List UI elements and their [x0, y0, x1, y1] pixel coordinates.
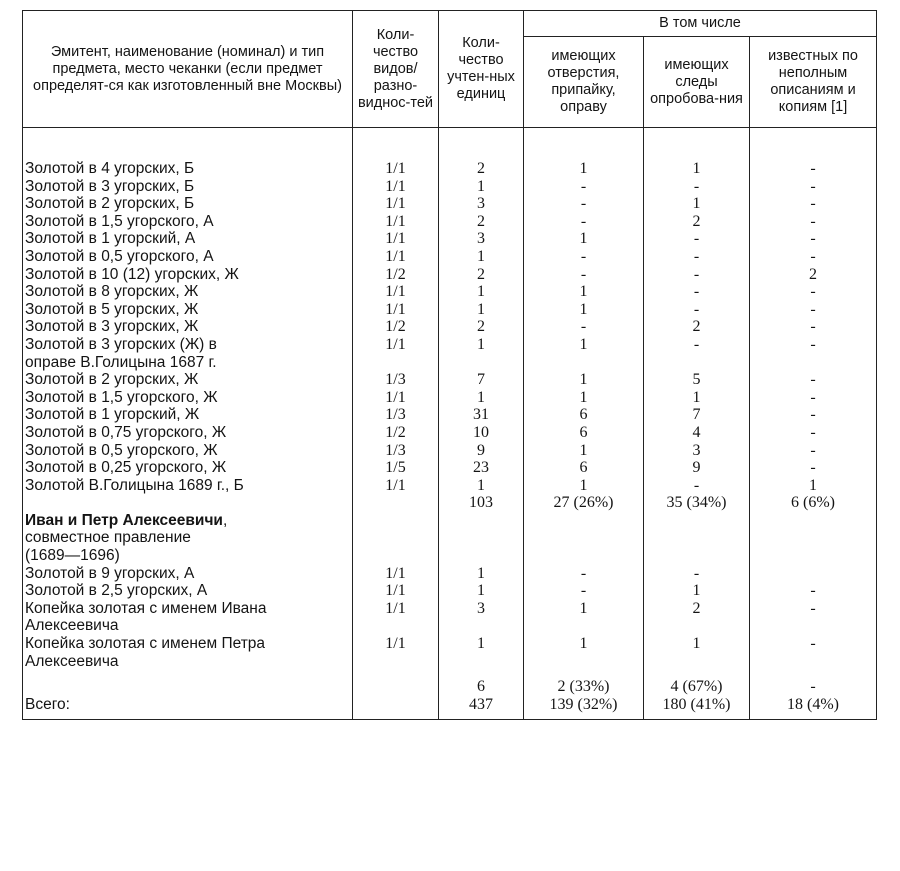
cell-name: Золотой в 9 угорских, А	[23, 565, 353, 583]
cell-name	[23, 547, 353, 565]
table-row	[23, 424, 877, 442]
cell-empty	[524, 512, 644, 530]
cell-known: -	[750, 160, 877, 178]
cell-units: 3	[439, 195, 524, 213]
cell-empty	[439, 670, 524, 678]
header-units: Коли-чество учтен-ных единиц	[439, 11, 524, 128]
table-row	[23, 266, 877, 284]
cell-name: Золотой в 0,75 угорского, Ж	[23, 424, 353, 442]
spacer-row	[23, 128, 877, 161]
header-name: Эмитент, наименование (номинал) и тип предмета, место чеканки (если предмет определят-ся как изготовленный вне Москвы)	[23, 11, 353, 128]
cell-kinds: 1/1	[353, 160, 439, 178]
cell-tests: -	[644, 230, 750, 248]
table-row	[23, 160, 877, 178]
header-tests: имеющих следы опробова-ния	[644, 37, 750, 128]
cell-known: -	[750, 442, 877, 460]
cell-name: Золотой в 0,5 угорского, А	[23, 248, 353, 266]
cell-kinds: 1/1	[353, 195, 439, 213]
cell-name: Золотой в 2 угорских, Ж	[23, 371, 353, 389]
table-row	[23, 248, 877, 266]
cell-known: -	[750, 318, 877, 336]
cell-units	[439, 653, 524, 671]
cell-holes: -	[524, 565, 644, 583]
table-row	[23, 371, 877, 389]
cell-units	[439, 354, 524, 372]
cell-kinds: 1/2	[353, 266, 439, 284]
cell-empty	[644, 529, 750, 547]
cell-holes: 1	[524, 600, 644, 618]
cell-known	[750, 617, 877, 635]
cell-kinds: 1/1	[353, 248, 439, 266]
cell-known	[750, 354, 877, 372]
cell-name: Золотой в 10 (12) угорских, Ж	[23, 266, 353, 284]
cell-empty	[353, 547, 439, 565]
cell-holes	[524, 617, 644, 635]
cell-units: 2	[439, 160, 524, 178]
cell-known	[750, 565, 877, 583]
cell-tests: 7	[644, 406, 750, 424]
cell-tests: 5	[644, 371, 750, 389]
cell-units: 1	[439, 389, 524, 407]
cell-units: 1	[439, 582, 524, 600]
cell-known: -	[750, 248, 877, 266]
cell-tests: -	[644, 477, 750, 495]
cell-holes: 1	[524, 635, 644, 653]
table-row	[23, 565, 877, 583]
cell-name: Золотой в 4 угорских, Б	[23, 160, 353, 178]
cell-empty	[353, 529, 439, 547]
cell-known: -	[750, 600, 877, 618]
cell-holes: 2 (33%)	[524, 678, 644, 696]
table-row	[23, 178, 877, 196]
cell-kinds: 1/1	[353, 336, 439, 354]
cell-units: 7	[439, 371, 524, 389]
cell-units: 3	[439, 600, 524, 618]
cell-empty	[750, 529, 877, 547]
cell-holes: -	[524, 178, 644, 196]
cell-holes: 1	[524, 477, 644, 495]
cell-known: -	[750, 678, 877, 696]
cell-units: 1	[439, 178, 524, 196]
cell-kinds: 1/1	[353, 600, 439, 618]
cell-name: Золотой в 1 угорский, Ж	[23, 406, 353, 424]
cell-kinds: 1/3	[353, 371, 439, 389]
cell-name: Алексеевича	[23, 653, 353, 671]
cell-units: 1	[439, 635, 524, 653]
cell-units: 1	[439, 336, 524, 354]
cell-kinds	[353, 678, 439, 696]
cell-tests	[644, 617, 750, 635]
cell-tests: 2	[644, 600, 750, 618]
cell-units: 23	[439, 459, 524, 477]
cell-tests: 1	[644, 195, 750, 213]
cell-label: Всего:	[23, 696, 353, 714]
section-years	[23, 547, 877, 565]
cell-kinds	[353, 494, 439, 512]
cell-tests: -	[644, 283, 750, 301]
section-subtitle	[23, 529, 877, 547]
cell-known: -	[750, 230, 877, 248]
cell-known: -	[750, 195, 877, 213]
cell-empty	[23, 713, 353, 720]
cell-tests: -	[644, 301, 750, 319]
cell-holes: 1	[524, 389, 644, 407]
cell-name: Золотой в 1,5 угорского, А	[23, 213, 353, 231]
cell-tests: -	[644, 266, 750, 284]
section-years-text: (1689—1696)	[25, 547, 120, 565]
cell-holes: -	[524, 266, 644, 284]
cell-empty	[353, 713, 439, 720]
cell-name: Золотой в 8 угорских, Ж	[23, 283, 353, 301]
cell-holes: 1	[524, 442, 644, 460]
coin-table	[22, 10, 877, 720]
cell-tests: 1	[644, 582, 750, 600]
table-row	[23, 653, 877, 671]
cell-kinds	[353, 653, 439, 671]
table-row	[23, 635, 877, 653]
cell-name: Золотой в 0,5 угорского, Ж	[23, 442, 353, 460]
cell-tests: 3	[644, 442, 750, 460]
cell-units: 1	[439, 283, 524, 301]
cell-known: -	[750, 635, 877, 653]
cell-holes: 1	[524, 336, 644, 354]
cell-empty	[524, 670, 644, 678]
cell-known: -	[750, 178, 877, 196]
bottom-pad-row	[23, 713, 877, 720]
cell-kinds: 1/1	[353, 283, 439, 301]
cell-holes: 1	[524, 230, 644, 248]
cell-name: Золотой в 1,5 угорского, Ж	[23, 389, 353, 407]
table-row	[23, 477, 877, 495]
cell-known: -	[750, 424, 877, 442]
cell-units: 437	[439, 696, 524, 714]
cell-holes	[524, 653, 644, 671]
cell-kinds: 1/1	[353, 582, 439, 600]
cell-name: Алексеевича	[23, 617, 353, 635]
cell-known: 18 (4%)	[750, 696, 877, 714]
table-body	[23, 128, 877, 720]
cell-holes: 27 (26%)	[524, 494, 644, 512]
cell-known: -	[750, 389, 877, 407]
cell-tests: 35 (34%)	[644, 494, 750, 512]
cell-holes: 1	[524, 301, 644, 319]
header-known: известных по неполным описаниям и копиям [1]	[750, 37, 877, 128]
cell-empty	[524, 547, 644, 565]
header-group: В том числе	[524, 11, 877, 37]
cell-tests: -	[644, 565, 750, 583]
cell-known: -	[750, 406, 877, 424]
cell-tests: 4	[644, 424, 750, 442]
cell-known: -	[750, 582, 877, 600]
cell-empty	[750, 713, 877, 720]
cell-empty	[439, 713, 524, 720]
cell-empty	[750, 670, 877, 678]
cell-empty	[750, 547, 877, 565]
cell-holes: -	[524, 248, 644, 266]
cell-tests: 9	[644, 459, 750, 477]
cell-tests: 2	[644, 213, 750, 231]
subtotal-row	[23, 494, 877, 512]
cell-tests: -	[644, 248, 750, 266]
cell-holes: 6	[524, 424, 644, 442]
cell-tests: -	[644, 336, 750, 354]
cell-tests	[644, 354, 750, 372]
cell-known: -	[750, 336, 877, 354]
table-row	[23, 336, 877, 354]
header-kinds: Коли-чество видов/ разно-виднос-тей	[353, 11, 439, 128]
cell-units: 2	[439, 318, 524, 336]
table-row	[23, 582, 877, 600]
table-row	[23, 459, 877, 477]
cell-kinds: 1/5	[353, 459, 439, 477]
cell-empty	[644, 713, 750, 720]
section-title-text: Иван и Петр Алексеевичи	[25, 511, 223, 529]
cell-units: 3	[439, 230, 524, 248]
cell-name: Золотой В.Голицына 1689 г., Б	[23, 477, 353, 495]
cell-name: оправе В.Голицына 1687 г.	[23, 354, 353, 372]
cell-name: Золотой в 1 угорский, А	[23, 230, 353, 248]
cell-units: 1	[439, 565, 524, 583]
cell-units: 2	[439, 213, 524, 231]
cell-holes	[524, 354, 644, 372]
cell-tests: 1	[644, 389, 750, 407]
cell-tests: 2	[644, 318, 750, 336]
cell-tests: 4 (67%)	[644, 678, 750, 696]
cell-known: -	[750, 213, 877, 231]
table-row	[23, 442, 877, 460]
cell-empty	[644, 547, 750, 565]
table-row	[23, 600, 877, 618]
cell-holes: 1	[524, 283, 644, 301]
cell-empty	[439, 547, 524, 565]
cell-kinds: 1/1	[353, 389, 439, 407]
cell-empty	[353, 670, 439, 678]
cell-known: -	[750, 283, 877, 301]
cell-name	[23, 529, 353, 547]
cell-empty	[439, 529, 524, 547]
cell-holes: -	[524, 318, 644, 336]
table-row	[23, 354, 877, 372]
cell-kinds: 1/1	[353, 230, 439, 248]
cell-tests	[644, 653, 750, 671]
table-row	[23, 301, 877, 319]
cell-holes: -	[524, 195, 644, 213]
cell-tests: 1	[644, 635, 750, 653]
table-row	[23, 318, 877, 336]
cell-kinds	[353, 354, 439, 372]
cell-tests: 180 (41%)	[644, 696, 750, 714]
cell-name: Копейка золотая с именем Ивана	[23, 600, 353, 618]
cell-kinds: 1/1	[353, 565, 439, 583]
cell-holes: 6	[524, 459, 644, 477]
cell-empty	[23, 670, 353, 678]
cell-known	[750, 653, 877, 671]
cell-holes: 6	[524, 406, 644, 424]
cell-known: 6 (6%)	[750, 494, 877, 512]
cell-known: 1	[750, 477, 877, 495]
cell-units: 6	[439, 678, 524, 696]
table-header	[23, 11, 877, 128]
cell-label	[23, 678, 353, 696]
cell-name	[23, 512, 353, 530]
cell-known: -	[750, 459, 877, 477]
cell-units: 1	[439, 248, 524, 266]
cell-holes: -	[524, 213, 644, 231]
cell-empty	[524, 713, 644, 720]
table-row	[23, 230, 877, 248]
total-row	[23, 696, 877, 714]
section-title-suffix: ,	[222, 511, 228, 529]
cell-tests: 1	[644, 160, 750, 178]
cell-kinds	[353, 617, 439, 635]
cell-empty	[644, 670, 750, 678]
cell-kinds: 1/2	[353, 318, 439, 336]
cell-name: Золотой в 0,25 угорского, Ж	[23, 459, 353, 477]
cell-kinds: 1/1	[353, 301, 439, 319]
cell-kinds: 1/2	[353, 424, 439, 442]
cell-kinds: 1/1	[353, 178, 439, 196]
table-row	[23, 213, 877, 231]
cell-empty	[353, 512, 439, 530]
table-row	[23, 617, 877, 635]
cell-kinds: 1/3	[353, 442, 439, 460]
cell-empty	[439, 512, 524, 530]
cell-units: 9	[439, 442, 524, 460]
cell-name: Золотой в 3 угорских, Б	[23, 178, 353, 196]
cell-tests: -	[644, 178, 750, 196]
cell-empty	[524, 529, 644, 547]
cell-holes: 1	[524, 371, 644, 389]
cell-known: -	[750, 371, 877, 389]
section-subtitle-text: совместное правление	[25, 529, 191, 547]
cell-name: Копейка золотая с именем Петра	[23, 635, 353, 653]
section-title	[23, 512, 877, 530]
table-row	[23, 195, 877, 213]
cell-kinds	[353, 696, 439, 714]
cell-units: 1	[439, 477, 524, 495]
cell-kinds: 1/1	[353, 213, 439, 231]
table-row	[23, 389, 877, 407]
cell-holes: 1	[524, 160, 644, 178]
cell-holes: 139 (32%)	[524, 696, 644, 714]
cell-known: -	[750, 301, 877, 319]
cell-name: Золотой в 3 угорских (Ж) в	[23, 336, 353, 354]
header-holes: имеющих отверстия, припайку, оправу	[524, 37, 644, 128]
cell-label	[23, 494, 353, 512]
cell-units: 31	[439, 406, 524, 424]
cell-name: Золотой в 2 угорских, Б	[23, 195, 353, 213]
table-row	[23, 283, 877, 301]
cell-kinds: 1/3	[353, 406, 439, 424]
cell-empty	[750, 512, 877, 530]
subtotal-row	[23, 678, 877, 696]
cell-kinds: 1/1	[353, 635, 439, 653]
cell-known: 2	[750, 266, 877, 284]
cell-kinds: 1/1	[353, 477, 439, 495]
cell-holes: -	[524, 582, 644, 600]
cell-units: 2	[439, 266, 524, 284]
cell-name: Золотой в 5 угорских, Ж	[23, 301, 353, 319]
cell-name: Золотой в 3 угорских, Ж	[23, 318, 353, 336]
cell-units: 1	[439, 301, 524, 319]
cell-units	[439, 617, 524, 635]
blank-row	[23, 670, 877, 678]
cell-name: Золотой в 2,5 угорских, А	[23, 582, 353, 600]
table-row	[23, 406, 877, 424]
cell-units: 103	[439, 494, 524, 512]
cell-units: 10	[439, 424, 524, 442]
cell-empty	[644, 512, 750, 530]
